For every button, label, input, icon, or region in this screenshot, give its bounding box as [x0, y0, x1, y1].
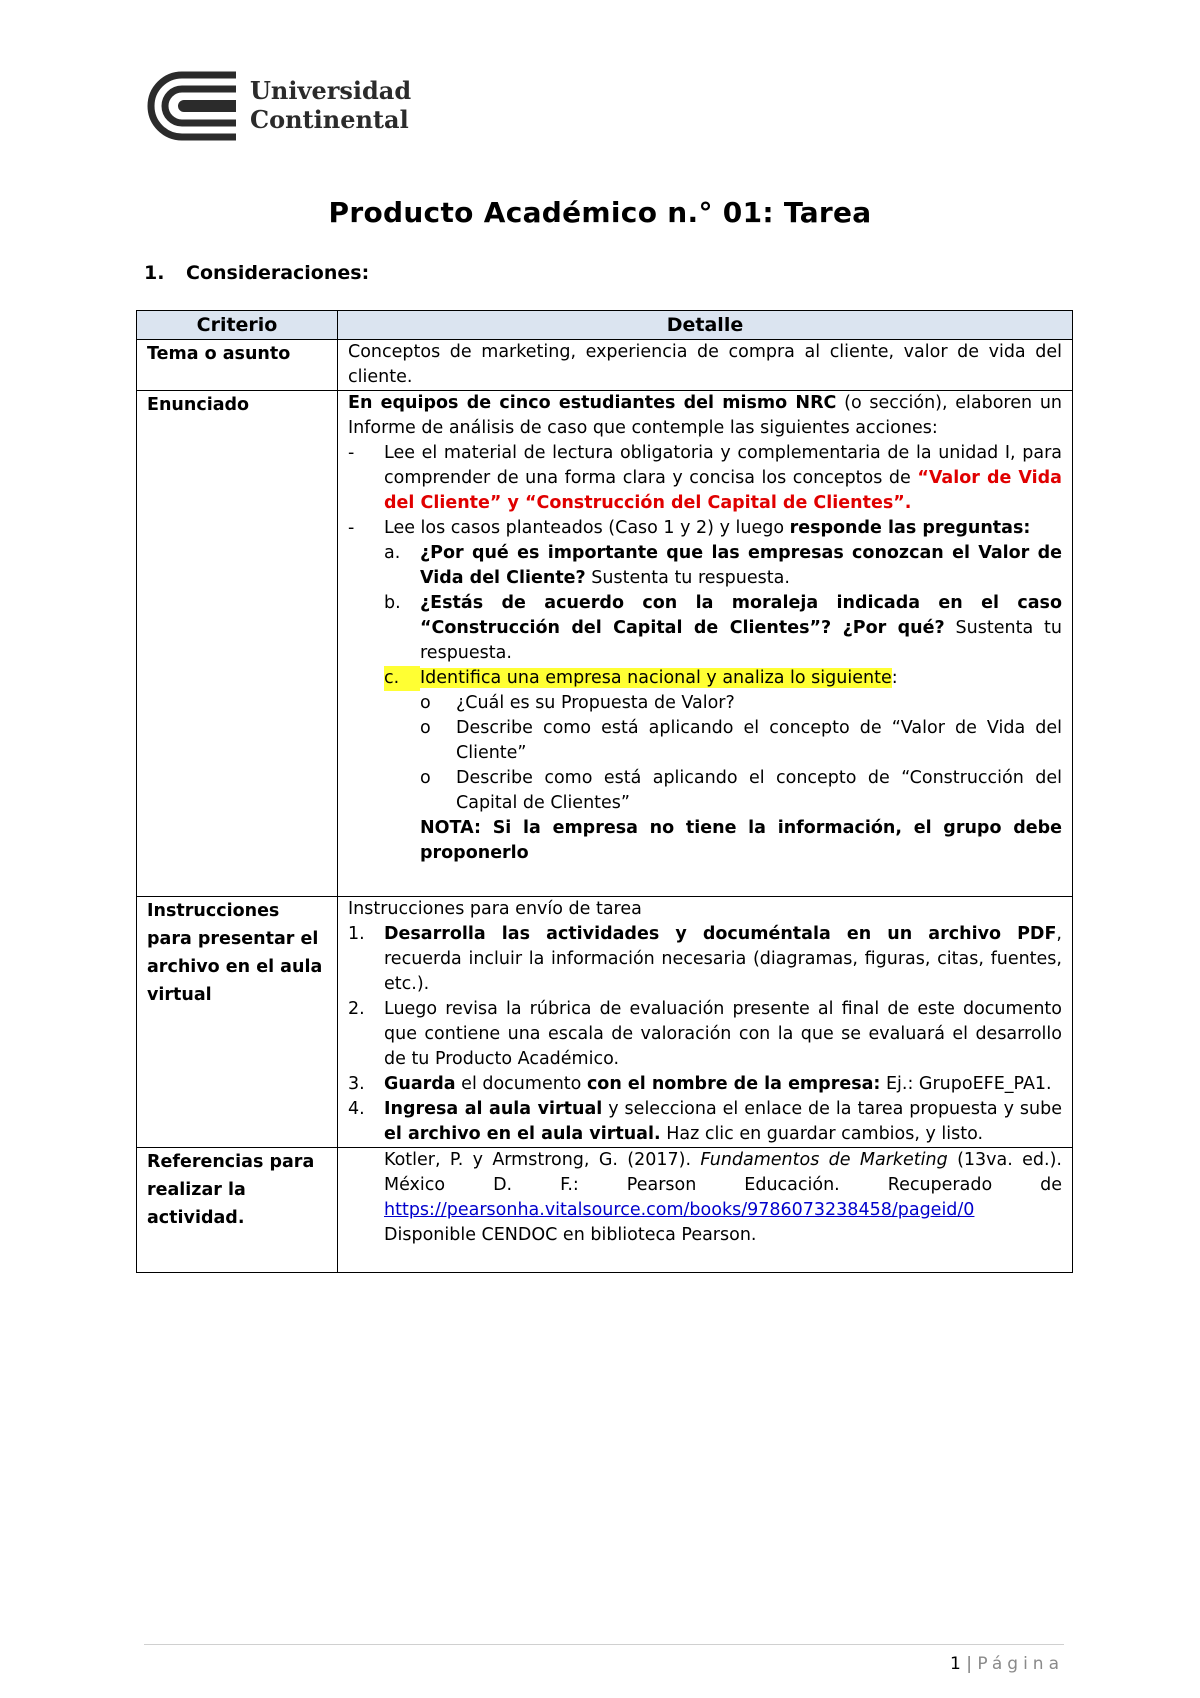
table-header-row — [137, 311, 1073, 340]
step-4-rest: Haz clic en guardar cambios, y listo. — [660, 1124, 984, 1144]
page-number: 1 — [950, 1654, 961, 1674]
sub-item — [348, 766, 1062, 816]
question-b — [348, 591, 1062, 666]
dash-marker: - — [348, 443, 355, 463]
criterio-tema: Tema o asunto — [137, 340, 338, 391]
step-4-bold-2: el archivo en el aula virtual. — [384, 1124, 661, 1144]
number-marker: 2. — [348, 999, 365, 1019]
document-title: Producto Académico n.° 01: Tarea — [328, 196, 872, 229]
logo-line-2: Continental — [250, 105, 409, 134]
number-marker: 3. — [348, 1074, 365, 1094]
step-3-bold-1: Guarda — [384, 1074, 456, 1094]
criterio-instrucciones: Instrucciones para presentar el archivo en el aula virtual — [137, 897, 338, 1148]
reference-link[interactable]: https://pearsonha.vitalsource.com/books/9786073238458/pageid/0 — [384, 1200, 975, 1220]
table-row-referencias — [137, 1148, 1073, 1273]
bullet-2-text: Lee los casos planteados (Caso 1 y 2) y luego — [384, 518, 790, 538]
letter-marker: b. — [384, 593, 401, 613]
question-c-highlight: Identifica una empresa nacional y analiza lo siguiente — [420, 668, 892, 688]
page-footer — [950, 1654, 1064, 1674]
step-4-mid: y selecciona el enlace de la tarea propuesta y sube — [602, 1099, 1062, 1119]
number-marker: 1. — [348, 924, 365, 944]
intro-rest: (o sección), elaboren un Informe de análisis de caso que contemple las siguientes acciones: — [348, 393, 1063, 438]
letter-marker: a. — [384, 543, 401, 563]
question-a-rest: Sustenta tu respuesta. — [585, 568, 790, 588]
question-c-colon: : — [891, 668, 898, 688]
detalle-instrucciones — [338, 897, 1073, 1148]
step-3-mid: el documento — [455, 1074, 587, 1094]
step-4-bold-1: Ingresa al aula virtual — [384, 1099, 603, 1119]
header-criterio: Criterio — [137, 311, 338, 340]
step-1-rest: , recuerda incluir la información necesaria (diagramas, figuras, citas, fuentes, etc.). — [384, 924, 1062, 994]
detalle-enunciado — [338, 391, 1073, 897]
circle-bullet-icon: o — [420, 768, 431, 788]
table-row-instrucciones — [137, 897, 1073, 1148]
reference-publisher: (13va. ed.). México D. F.: Pearson Educación. Recuperado de — [384, 1150, 1062, 1195]
reference-availability: Disponible CENDOC en biblioteca Pearson. — [384, 1225, 757, 1245]
list-item — [348, 1097, 1062, 1147]
section-heading — [144, 262, 369, 284]
table-row-enunciado — [137, 391, 1073, 897]
question-b-rest: Sustenta tu respuesta. — [420, 618, 1062, 663]
university-logo — [144, 70, 412, 142]
reference-authors: Kotler, P. y Armstrong, G. (2017). — [384, 1150, 701, 1170]
list-item — [348, 441, 1062, 516]
sub-item — [348, 691, 1062, 716]
circle-bullet-icon: o — [420, 718, 431, 738]
logo-text — [250, 76, 411, 134]
header-detalle: Detalle — [338, 311, 1073, 340]
section-label: Consideraciones: — [186, 262, 370, 284]
step-2-text: Luego revisa la rúbrica de evaluación presente al final de este documento que contiene una escala de valoración con la que se evaluará el desarrollo de tu Producto Académico. — [384, 999, 1062, 1069]
criterio-enunciado: Enunciado — [137, 391, 338, 897]
detalle-tema: Conceptos de marketing, experiencia de compra al cliente, valor de vida del cliente. — [338, 340, 1073, 391]
nota-text: NOTA: Si la empresa no tiene la información, el grupo debe proponerlo — [420, 818, 1062, 863]
bullet-2-bold: responde las preguntas: — [789, 518, 1031, 538]
reference-book-title: Fundamentos de Marketing — [700, 1150, 948, 1170]
page-label: Página — [977, 1654, 1064, 1674]
sub-item-2: Describe como está aplicando el concepto de “Valor de Vida del Cliente” — [456, 718, 1062, 763]
question-c — [348, 666, 1062, 691]
question-b-bold: ¿Estás de acuerdo con la moraleja indicada en el caso “Construcción del Capital de Clientes”? ¿Por qué? — [420, 593, 1062, 638]
step-3-rest: Ej.: GrupoEFE_PA1. — [880, 1074, 1052, 1094]
list-item — [348, 1072, 1062, 1097]
bullet-1-red: “Valor de Vida del Cliente” y “Construcción del Capital de Clientes”. — [384, 468, 1062, 513]
sub-item — [348, 716, 1062, 766]
question-a-bold: ¿Por qué es importante que las empresas conozcan el Valor de Vida del Cliente? — [420, 543, 1062, 588]
circle-bullet-icon: o — [420, 693, 431, 713]
section-number: 1. — [144, 262, 165, 284]
considerations-table — [136, 310, 1073, 1273]
question-a — [348, 541, 1062, 591]
logo-line-1: Universidad — [250, 76, 412, 105]
footer-separator: | — [966, 1654, 972, 1674]
step-3-bold-2: con el nombre de la empresa: — [586, 1074, 881, 1094]
letter-marker: c. — [384, 666, 420, 691]
intro-bold: En equipos de cinco estudiantes del mismo NRC — [348, 393, 837, 413]
enunciado-intro — [348, 391, 1062, 441]
instrucciones-intro: Instrucciones para envío de tarea — [348, 899, 642, 919]
step-1-bold: Desarrolla las actividades y documéntala en un archivo PDF — [384, 924, 1057, 944]
criterio-referencias: Referencias para realizar la actividad. — [137, 1148, 338, 1273]
number-marker: 4. — [348, 1099, 365, 1119]
sub-item-3: Describe como está aplicando el concepto de “Construcción del Capital de Clientes” — [456, 768, 1062, 813]
bullet-1-text: Lee el material de lectura obligatoria y complementaria de la unidad I, para comprender de una forma clara y concisa los conceptos de — [384, 443, 1062, 488]
reference-entry — [348, 1148, 1062, 1248]
table-row-tema — [137, 340, 1073, 391]
detalle-referencias — [338, 1148, 1073, 1273]
dash-marker: - — [348, 518, 355, 538]
list-item — [348, 997, 1062, 1072]
list-item — [348, 516, 1062, 541]
logo-c-icon — [144, 70, 244, 142]
sub-item-1: ¿Cuál es su Propuesta de Valor? — [456, 693, 735, 713]
list-item — [348, 922, 1062, 997]
footer-divider — [144, 1644, 1064, 1645]
